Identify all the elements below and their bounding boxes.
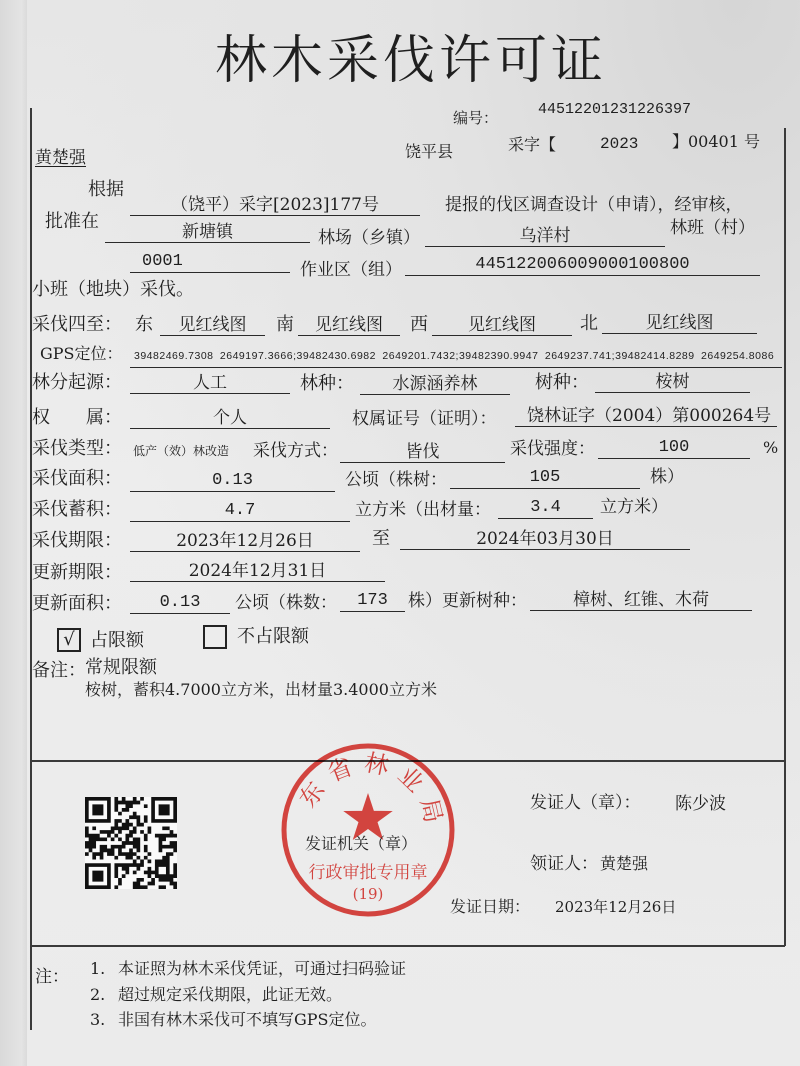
permit-year: 2023 [600, 135, 639, 153]
renewal-area-unit: 公顷（株数： [235, 593, 337, 613]
ownership-cert-field: 饶林证字（2004）第000264号 [515, 405, 777, 427]
receiver-label: 领证人： [530, 854, 598, 874]
issuer-name: 陈少波 [675, 794, 726, 814]
village-field: 乌洋村 [425, 225, 665, 247]
authority-label: 发证机关（章） [305, 834, 418, 853]
qr-code-icon [85, 797, 177, 889]
renewal-species-field: 樟树、红锥、木荷 [530, 589, 752, 611]
cutting-intensity-label: 采伐强度： [510, 439, 595, 459]
note-item-text: 本证照为林木采伐凭证，可通过扫码验证 [118, 959, 407, 978]
serial-number: 44512201231226397 [538, 101, 692, 118]
boundary-north-field: 见红线图 [602, 312, 757, 334]
permit-suffix: 】00401 号 [672, 132, 760, 151]
approve-label: 批准在 [45, 211, 99, 232]
issue-date-label: 发证日期： [450, 897, 531, 916]
note-item-number: 2. [90, 985, 106, 1004]
paper-left-edge [0, 0, 27, 1066]
renewal-trees-field: 173 [340, 590, 405, 612]
county-name: 饶平县 [405, 142, 454, 161]
ownership-field: 个人 [130, 407, 330, 429]
serial-label: 编号： [453, 109, 499, 127]
forest-type-label: 林种： [300, 373, 354, 394]
period-end-field: 2024年03月30日 [400, 528, 690, 550]
qr-modules [85, 797, 177, 889]
origin-label: 林分起源： [32, 372, 122, 393]
town-label: 林场（乡镇） [318, 228, 420, 248]
seal-center-text: 行政审批专用章 [308, 863, 428, 883]
basis-document-field: （饶平）采字[2023]177号 [130, 194, 420, 216]
renewal-deadline-label: 更新期限： [32, 562, 122, 583]
basis-tail: 提报的伐区调查设计（申请），经审核， [445, 195, 743, 215]
renewal-deadline-field: 2024年12月31日 [130, 560, 385, 582]
remarks-label: 备注： [32, 660, 86, 681]
town-field: 新塘镇 [105, 221, 310, 243]
period-label: 采伐期限： [32, 530, 122, 551]
note-item-number: 1. [90, 959, 106, 978]
boundary-south-field: 见红线图 [298, 314, 400, 336]
area-trees-field: 105 [450, 467, 640, 489]
renewal-area-label: 更新面积： [32, 593, 122, 614]
cutting-type-label: 采伐类型： [32, 438, 122, 459]
plot-field: 445122006009000100800 [405, 254, 760, 276]
holder-name: 黄楚强 [35, 148, 86, 168]
note-item-text: 超过规定采伐期限，此证无效。 [118, 985, 343, 1004]
origin-field: 人工 [130, 372, 290, 394]
period-start-field: 2023年12月26日 [130, 530, 360, 552]
seal-number: (19) [352, 885, 384, 903]
document-title: 林木采伐许可证 [215, 31, 608, 91]
notes-label: 注： [35, 967, 69, 987]
note-item-number: 3. [90, 1010, 106, 1029]
boundary-west-field: 见红线图 [432, 314, 572, 336]
out-quota-label: 不占限额 [237, 626, 309, 647]
note-item-text: 非国有林木采伐可不填写GPS定位。 [118, 1010, 377, 1029]
gps-label: GPS定位： [40, 344, 123, 363]
timber-unit: 立方米） [600, 497, 668, 517]
issue-date: 2023年12月26日 [555, 898, 677, 916]
boundary-south-dir: 南 [276, 314, 294, 335]
issuer-label: 发证人（章）： [530, 793, 641, 813]
ownership-cert-label: 权属证号（证明）： [352, 409, 497, 429]
boundary-north-dir: 北 [580, 313, 598, 334]
forest-type-field: 水源涵养林 [360, 373, 510, 395]
cutting-intensity-unit: % [763, 438, 779, 457]
boundary-east-field: 见红线图 [160, 314, 265, 336]
in-quota-label: 占限额 [90, 630, 144, 651]
frame-bottom-border [30, 945, 785, 947]
area-trees-unit: 株） [650, 467, 684, 487]
timber-field: 3.4 [498, 497, 593, 519]
village-label: 林班（村） [670, 218, 755, 238]
permit-prefix: 采字【 [508, 135, 557, 154]
renewal-species-label: 株）更新树种： [408, 591, 527, 611]
cutting-type-value: 低产（效）林改造 [133, 444, 230, 458]
volume-unit: 立方米（出材量： [355, 500, 491, 520]
cutting-method-field: 皆伐 [340, 441, 505, 463]
official-seal [273, 735, 463, 925]
cutting-method-label: 采伐方式： [253, 441, 338, 461]
area-label: 采伐面积： [32, 468, 122, 489]
zone-label: 作业区（组） [300, 260, 402, 280]
boundary-west-dir: 西 [410, 314, 428, 335]
zone-field: 0001 [130, 251, 290, 273]
remarks-line2: 桉树，蓄积4.7000立方米，出材量3.4000立方米 [85, 680, 437, 699]
ownership-label: 权 属： [32, 407, 122, 428]
area-unit: 公顷（株树： [345, 470, 447, 490]
period-to: 至 [372, 528, 390, 549]
species-field: 桉树 [595, 371, 750, 393]
basis-lead: 根据 [88, 179, 124, 200]
volume-label: 采伐蓄积： [32, 499, 122, 520]
volume-field: 4.7 [130, 500, 350, 522]
species-label: 树种： [535, 372, 589, 393]
out-quota-checkbox [203, 625, 227, 649]
remarks-line1: 常规限额 [85, 657, 157, 678]
boundaries-label: 采伐四至： [32, 314, 122, 335]
check-mark-icon: √ [63, 629, 75, 650]
cutting-intensity-field: 100 [598, 437, 750, 459]
area-field: 0.13 [130, 470, 335, 492]
renewal-area-field: 0.13 [130, 592, 230, 614]
gps-field: 39482469.7308 2649197.3666;39482430.6982 2649201.7432;39482390.9947 2649237.741;39482414.8289 2649254.8086 [130, 344, 782, 368]
in-quota-checkbox [57, 628, 81, 652]
receiver-name: 黄楚强 [600, 854, 649, 873]
plot-label: 小班（地块）采伐。 [32, 279, 194, 300]
seal-arc-text: 东省林业局 [293, 748, 450, 835]
boundary-east-dir: 东 [135, 314, 153, 335]
frame-right-border [784, 128, 786, 946]
